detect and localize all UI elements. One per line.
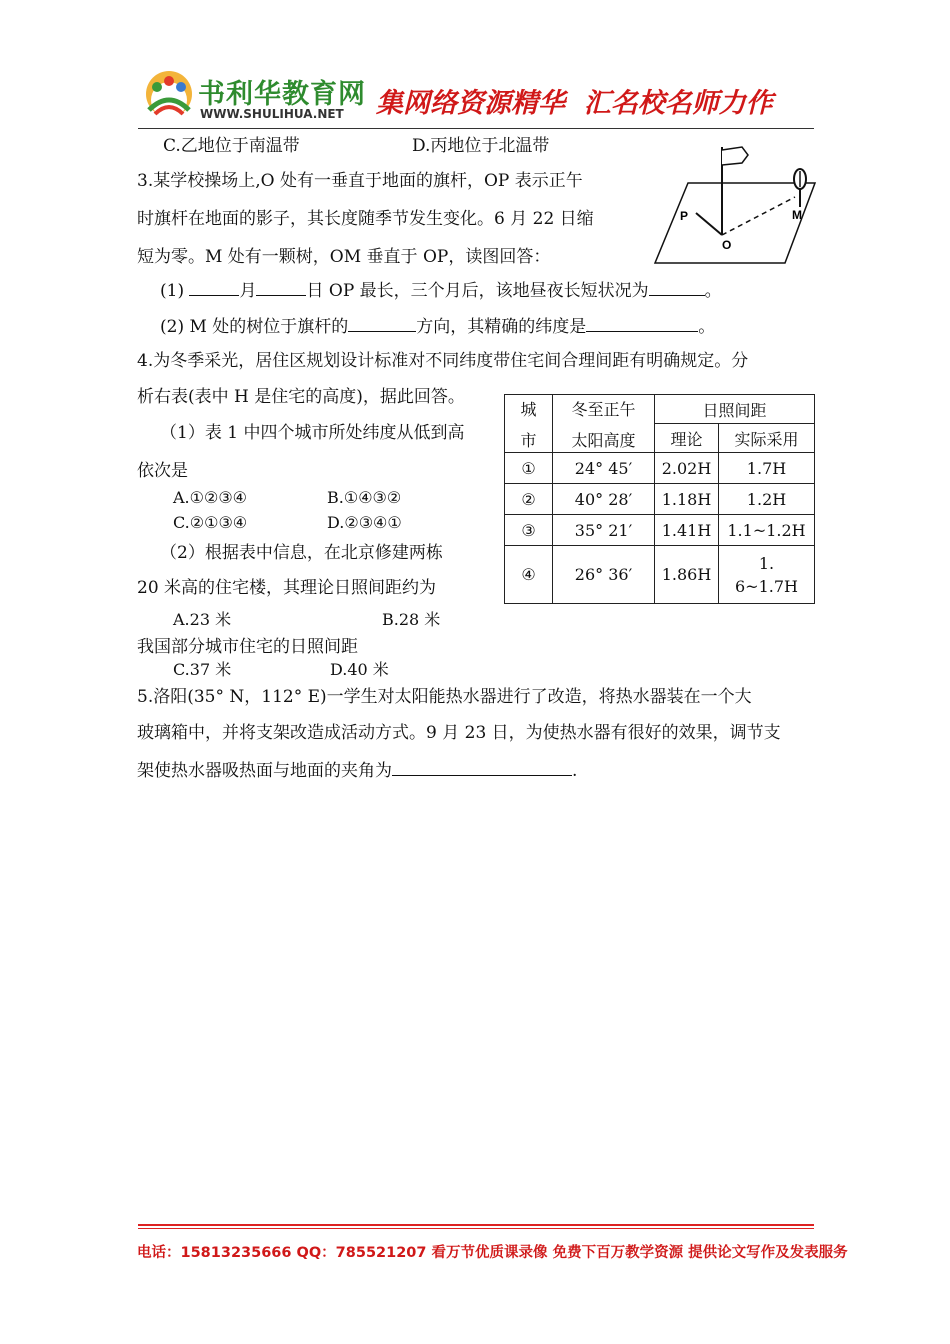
q4-option-d: D.②③④① [327,513,402,532]
header-slogan: 集网络资源精华 汇名校名师力作 [376,88,773,119]
footer-rule [138,1224,814,1226]
header-theory: 理论 [655,424,719,453]
label-m: M [792,208,802,222]
q3-sub-2 [160,312,715,337]
logo-icon [143,70,195,118]
footer-text: 电话：15813235666 QQ：785521207 看万节优质课录像 免费下百万教学资源 提供论文写作及发表服务 [137,1245,848,1261]
q3-sub1-end: 。 [704,281,722,301]
angle-blank[interactable] [392,759,572,776]
header-gap: 日照间距 [655,395,815,424]
label-p: P [680,209,689,223]
table-row: ④ 26° 36′ 1.86H 1. 6~1.7H [505,546,815,604]
flagpole-diagram [650,145,820,270]
q5-line3-end: . [572,761,578,781]
q3-sub2-end: 。 [698,317,716,337]
sunlight-spacing-table [504,394,815,604]
table-row: ② 40° 28′ 1.18H 1.2H [505,484,815,515]
q4-option2-a: A.23 米 [173,610,232,629]
q5-line-2: 玻璃箱中，并将支架改造成活动方式。9 月 23 日，为使热水器有很好的效果，调节支 [137,723,781,743]
latitude-blank[interactable] [586,315,698,332]
header-actual: 实际采用 [719,424,815,453]
q5-line-1: 5.洛阳(35° N，112° E)一学生对太阳能热水器进行了改造，将热水器装在一个大 [137,687,752,707]
table-row: ① 24° 45′ 2.02H 1.7H [505,453,815,484]
q4-option-a: A.①②③④ [173,488,248,507]
q5-line3-text: 架使热水器吸热面与地面的夹角为 [137,761,392,781]
q4-option2-c: C.37 米 [173,660,232,679]
q4-option-c: C.②①③④ [173,513,248,532]
q4-option-b: B.①④③② [327,488,402,507]
q4-sub-1b: 依次是 [137,461,188,481]
q4-sub-1: （1）表 1 中四个城市所处纬度从低到高 [160,423,465,443]
q3-sub-1 [160,276,722,301]
q3-sub2-text: 方向，其精确的纬度是 [416,317,587,337]
q3-line-3: 短为零。M 处有一颗树，OM 垂直于 OP，读图回答： [137,247,551,267]
logo-url: WWW.SHULIHUA.NET [200,107,344,121]
footer-rule-thin [138,1228,814,1229]
label-o: O [722,238,732,252]
q4-option2-b: B.28 米 [382,610,441,629]
header-altitude: 冬至正午 太阳高度 [553,395,655,453]
q3-sub1-prefix: (1) [160,281,190,301]
q2-option-d: D.丙地位于北温带 [412,136,550,156]
q4-option2-d: D.40 米 [330,660,389,679]
q4-sub-2: （2）根据表中信息，在北京修建两栋 [160,543,443,563]
q4-line-2: 析右表(表中 H 是住宅的高度)，据此回答。 [137,387,465,407]
q3-sub1-text: 日 OP 最长，三个月后，该地昼夜长短状况为 [306,281,649,301]
q4-sub-2b: 20 米高的住宅楼，其理论日照间距约为 [137,578,437,598]
q3-line-2: 时旗杆在地面的影子，其长度随季节发生变化。6 月 22 日缩 [137,209,594,229]
month-blank[interactable] [189,279,239,296]
header-rule [138,128,814,129]
direction-blank[interactable] [348,315,416,332]
q2-option-c: C.乙地位于南温带 [163,136,300,156]
day-blank[interactable] [256,279,306,296]
q3-line-1: 3.某学校操场上,O 处有一垂直于地面的旗杆，OP 表示正午 [137,171,583,191]
q3-sub2-prefix: (2) M 处的树位于旗杆的 [160,317,349,337]
q5-line-3 [137,756,577,781]
daynight-blank[interactable] [649,279,705,296]
q3-sub1-month: 月 [239,281,257,301]
q4-line-1: 4.为冬季采光，居住区规划设计标准对不同纬度带住宅间合理间距有明确规定。分 [137,351,749,371]
header-city: 城 市 [505,395,553,453]
table-caption: 我国部分城市住宅的日照间距 [137,637,358,657]
table-row: ③ 35° 21′ 1.41H 1.1~1.2H [505,515,815,546]
logo-name: 书利华教育网 [198,79,366,110]
